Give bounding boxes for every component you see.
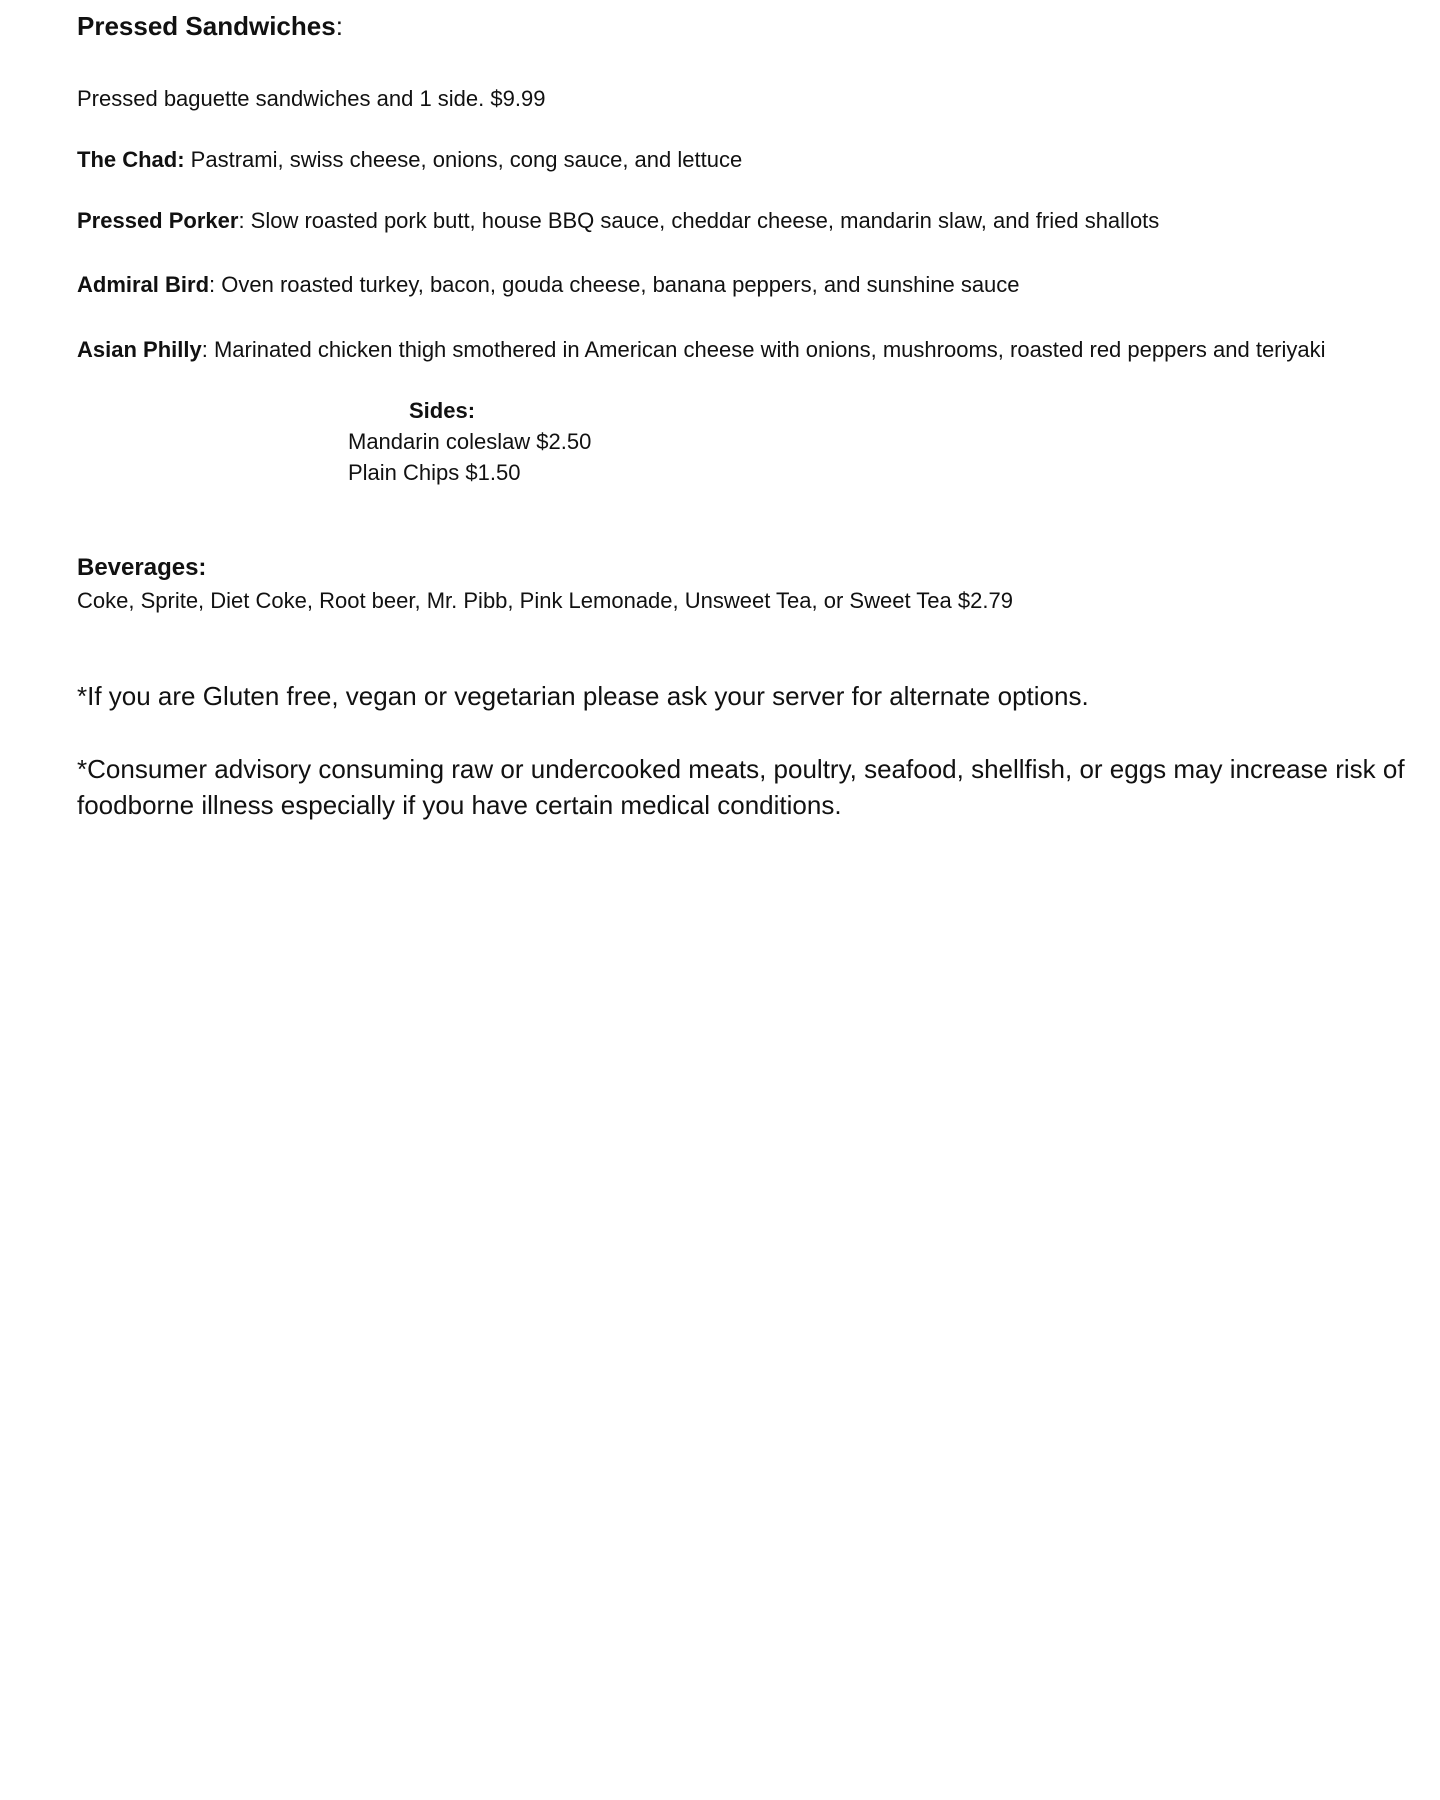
dietary-note: *If you are Gluten free, vegan or vegetarian please ask your server for alternate options. bbox=[77, 681, 1089, 711]
menu-item-description: : Slow roasted pork butt, house BBQ sauce, cheddar cheese, mandarin slaw, and fried shallots bbox=[238, 208, 1160, 233]
beverages-heading: Beverages: bbox=[77, 554, 207, 581]
menu-item-asian-philly bbox=[77, 336, 1326, 364]
menu-item-the-chad bbox=[77, 146, 742, 174]
menu-item-description: : Oven roasted turkey, bacon, gouda cheese, banana peppers, and sunshine sauce bbox=[209, 272, 1020, 297]
section-title bbox=[77, 9, 343, 43]
menu-item-name: Admiral Bird bbox=[77, 272, 210, 297]
menu-item-admiral-bird bbox=[77, 271, 1020, 299]
section-title-colon: : bbox=[335, 11, 343, 41]
section-intro: Pressed baguette sandwiches and 1 side. $9.99 bbox=[77, 86, 546, 111]
menu-item-name: Pressed Porker bbox=[77, 208, 239, 233]
side-item-coleslaw: Mandarin coleslaw $2.50 bbox=[348, 429, 592, 454]
menu-item-description: Pastrami, swiss cheese, onions, cong sauce, and lettuce bbox=[184, 147, 743, 172]
consumer-advisory-note: *Consumer advisory consuming raw or undercooked meats, poultry, seafood, shellfish, or eggs may increase risk of foodborne illness especially if you have certain medical conditions. bbox=[77, 754, 1405, 820]
menu-item-pressed-porker bbox=[77, 207, 1159, 235]
beverages-list: Coke, Sprite, Diet Coke, Root beer, Mr. Pibb, Pink Lemonade, Unsweet Tea, or Sweet Tea $2.79 bbox=[77, 588, 1013, 613]
section-title-text: Pressed Sandwiches bbox=[77, 11, 336, 41]
menu-item-name: Asian Philly bbox=[77, 337, 202, 362]
sides-heading: Sides: bbox=[409, 398, 476, 423]
menu-item-description: : Marinated chicken thigh smothered in American cheese with onions, mushrooms, roasted red peppers and teriyaki bbox=[201, 337, 1326, 362]
side-item-chips: Plain Chips $1.50 bbox=[348, 460, 521, 485]
menu-item-name: The Chad: bbox=[77, 147, 185, 172]
